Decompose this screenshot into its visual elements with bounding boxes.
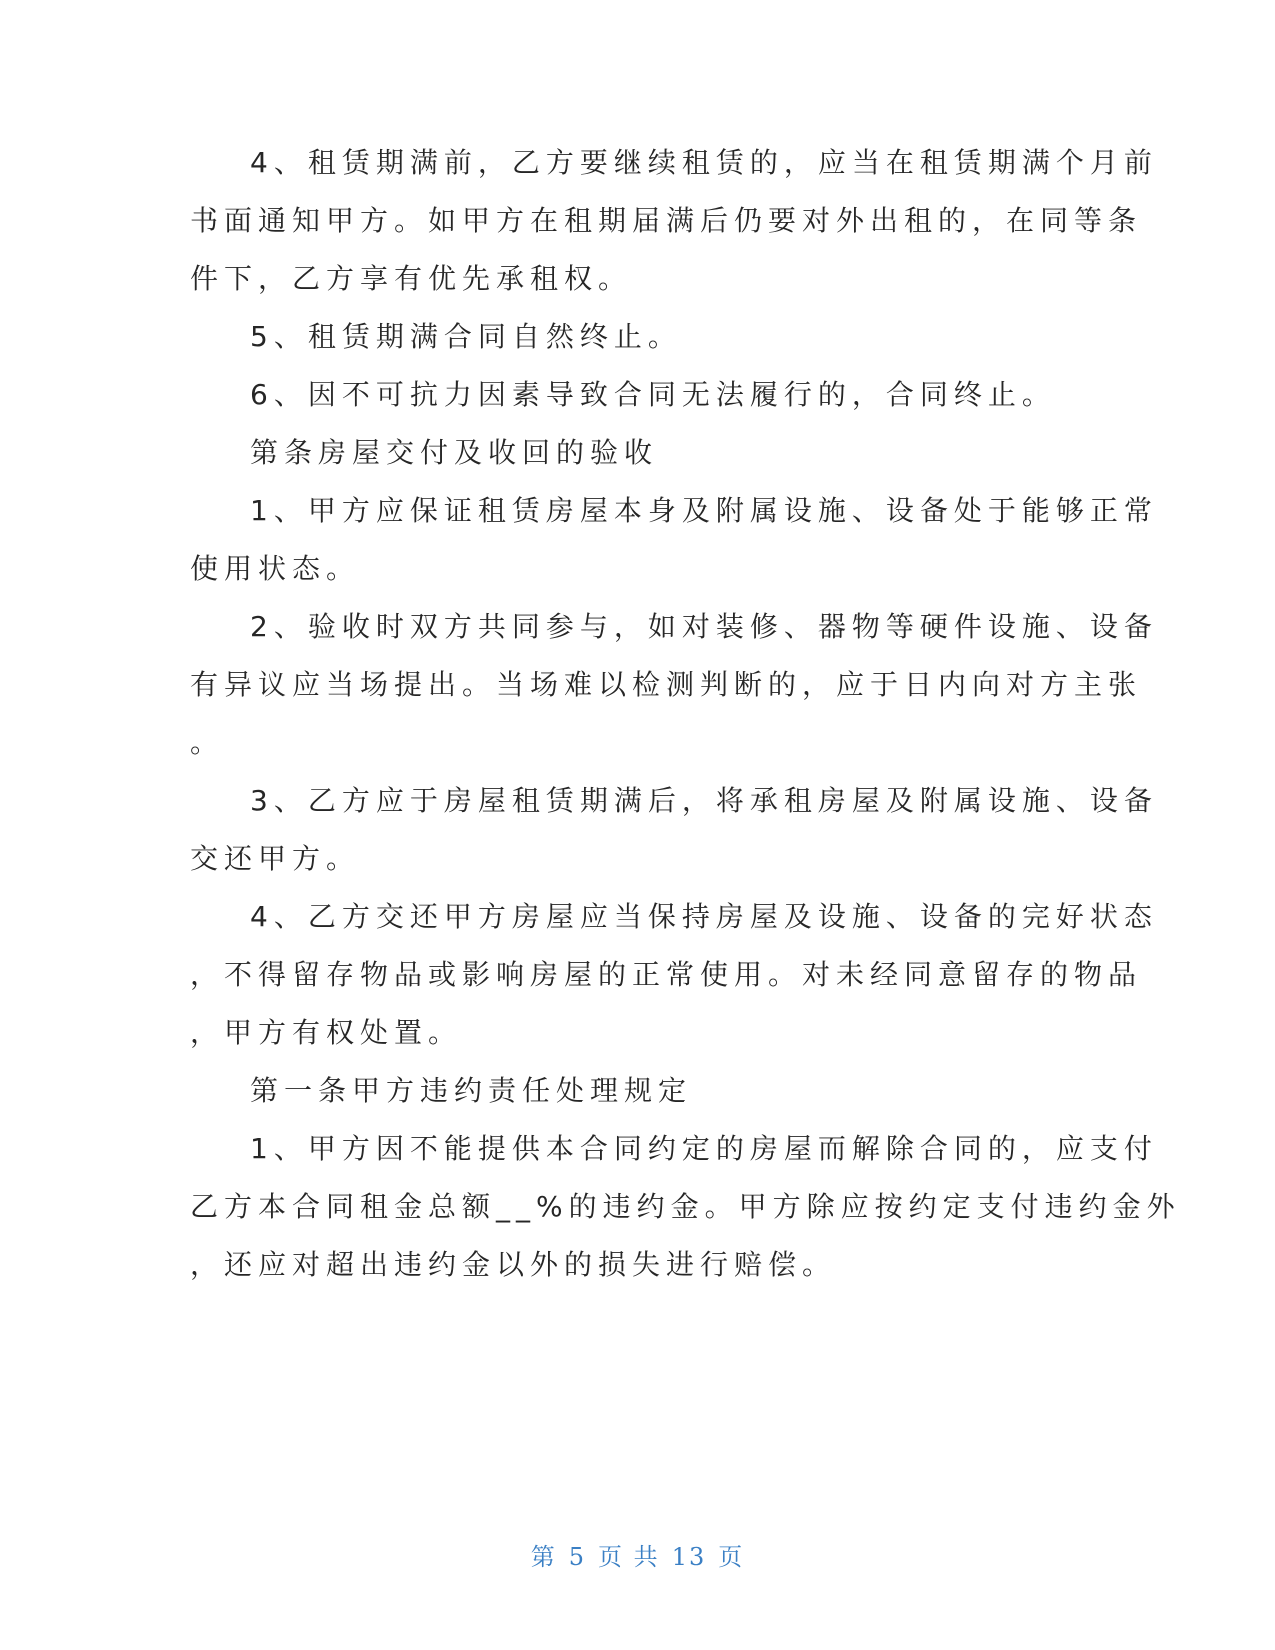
footer-suffix: 页	[718, 1543, 745, 1571]
text-line: 6、因不可抗力因素导致合同无法履行的，合同终止。	[250, 378, 1056, 411]
text-line: 乙方本合同租金总额__%的违约金。甲方除应按约定支付违约金外	[190, 1190, 1181, 1223]
text-line: ，甲方有权处置。	[190, 1016, 463, 1049]
text-line: 2、验收时双方共同参与，如对装修、器物等硬件设施、设备	[250, 610, 1158, 643]
section-heading: 第条房屋交付及收回的验收	[250, 436, 659, 469]
text-line: 书面通知甲方。如甲方在租期届满后仍要对外出租的，在同等条	[190, 204, 1143, 237]
text-line: 。	[190, 726, 225, 759]
text-line: 件下，乙方享有优先承租权。	[190, 262, 633, 295]
text-line: 4、租赁期满前，乙方要继续租赁的，应当在租赁期满个月前	[250, 146, 1158, 179]
text-line: 5、租赁期满合同自然终止。	[250, 320, 682, 353]
text-line: 有异议应当场提出。当场难以检测判断的，应于日内向对方主张	[190, 668, 1143, 701]
text-line: 4、乙方交还甲方房屋应当保持房屋及设施、设备的完好状态	[250, 900, 1158, 933]
text-line: 1、甲方应保证租赁房屋本身及附属设施、设备处于能够正常	[250, 494, 1158, 527]
section-heading: 第一条甲方违约责任处理规定	[250, 1074, 693, 1107]
footer-total-pages: 13	[671, 1543, 707, 1571]
text-line: 交还甲方。	[190, 842, 361, 875]
text-line: 使用状态。	[190, 552, 361, 585]
page-footer	[0, 1537, 1275, 1572]
text-line: ，不得留存物品或影响房屋的正常使用。对未经同意留存的物品	[190, 958, 1143, 991]
text-line: 1、甲方因不能提供本合同约定的房屋而解除合同的，应支付	[250, 1132, 1158, 1165]
footer-prefix: 第	[530, 1543, 557, 1571]
text-line: ，还应对超出违约金以外的损失进行赔偿。	[190, 1248, 837, 1281]
text-line: 3、乙方应于房屋租赁期满后，将承租房屋及附属设施、设备	[250, 784, 1158, 817]
footer-page-number: 5	[568, 1543, 587, 1571]
footer-middle: 页 共	[598, 1543, 660, 1571]
